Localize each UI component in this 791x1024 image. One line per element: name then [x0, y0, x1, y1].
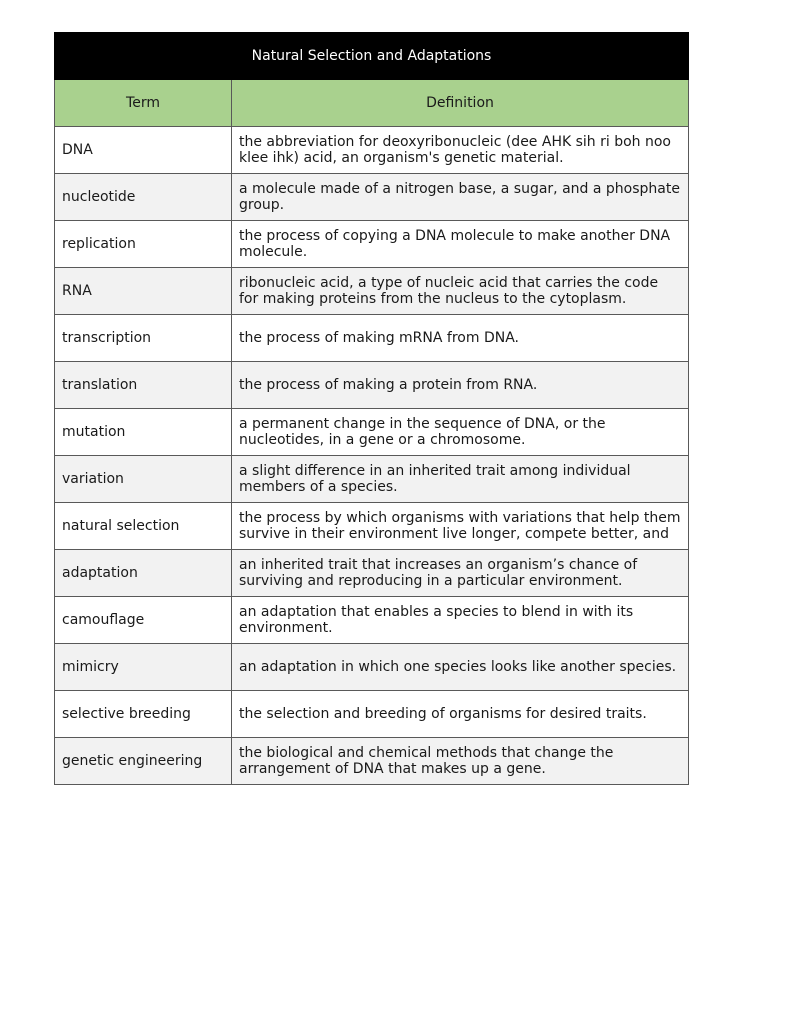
- term-cell: transcription: [55, 315, 232, 362]
- definition-cell: [232, 221, 689, 268]
- table-row: [55, 409, 689, 456]
- definition-cell: [232, 362, 689, 409]
- definition-cell: [232, 691, 689, 738]
- table-row: [55, 738, 689, 785]
- definition-text: the process by which organisms with variations that help them survive in their environment live longer, compete better, and: [239, 510, 681, 542]
- definition-text: the selection and breeding of organisms for desired traits.: [239, 706, 647, 722]
- term-cell: selective breeding: [55, 691, 232, 738]
- table-row: [55, 174, 689, 221]
- definition-cell: [232, 456, 689, 503]
- definition-cell: [232, 597, 689, 644]
- term-cell: adaptation: [55, 550, 232, 597]
- definition-text: the process of making mRNA from DNA.: [239, 330, 519, 346]
- definition-text: the abbreviation for deoxyribonucleic (dee AHK sih ri boh noo klee ihk) acid, an organism's genetic material.: [239, 134, 671, 166]
- definition-text: a slight difference in an inherited trait among individual members of a species.: [239, 463, 631, 495]
- table-row: [55, 127, 689, 174]
- table-row: [55, 644, 689, 691]
- definition-cell: [232, 550, 689, 597]
- definition-cell: [232, 738, 689, 785]
- term-cell: variation: [55, 456, 232, 503]
- term-cell: genetic engineering: [55, 738, 232, 785]
- definition-text: ribonucleic acid, a type of nucleic acid that carries the code for making proteins from the nucleus to the cytoplasm.: [239, 275, 659, 307]
- table-row: [55, 315, 689, 362]
- table-row: [55, 691, 689, 738]
- definition-text: an inherited trait that increases an organism’s chance of surviving and reproducing in a particular environment.: [239, 557, 638, 589]
- term-cell: camouflage: [55, 597, 232, 644]
- definition-cell: [232, 409, 689, 456]
- term-cell: DNA: [55, 127, 232, 174]
- table-row: [55, 268, 689, 315]
- definition-cell: [232, 127, 689, 174]
- table-row: [55, 362, 689, 409]
- term-cell: mimicry: [55, 644, 232, 691]
- term-cell: mutation: [55, 409, 232, 456]
- definition-text: the biological and chemical methods that change the arrangement of DNA that makes up a gene.: [239, 745, 614, 777]
- term-cell: translation: [55, 362, 232, 409]
- term-cell: RNA: [55, 268, 232, 315]
- table-row: [55, 221, 689, 268]
- term-cell: natural selection: [55, 503, 232, 550]
- definition-text: an adaptation that enables a species to blend in with its environment.: [239, 604, 634, 636]
- definition-text: a molecule made of a nitrogen base, a sugar, and a phosphate group.: [239, 181, 680, 213]
- definition-text: the process of copying a DNA molecule to make another DNA molecule.: [239, 228, 671, 260]
- table-row: [55, 503, 689, 550]
- term-column-header: Term: [55, 80, 232, 127]
- definition-text: an adaptation in which one species looks like another species.: [239, 659, 677, 675]
- definition-cell: [232, 268, 689, 315]
- definition-text: a permanent change in the sequence of DNA, or the nucleotides, in a gene or a chromosome.: [239, 416, 606, 448]
- definition-column-header: Definition: [232, 80, 689, 127]
- table-row: [55, 550, 689, 597]
- definition-cell: [232, 174, 689, 221]
- term-cell: replication: [55, 221, 232, 268]
- definition-text: the process of making a protein from RNA.: [239, 377, 538, 393]
- table-row: [55, 456, 689, 503]
- definition-cell: [232, 503, 689, 550]
- table-title: Natural Selection and Adaptations: [55, 33, 689, 80]
- table-row: [55, 597, 689, 644]
- vocabulary-table: [54, 32, 689, 785]
- definition-cell: [232, 315, 689, 362]
- term-cell: nucleotide: [55, 174, 232, 221]
- definition-cell: [232, 644, 689, 691]
